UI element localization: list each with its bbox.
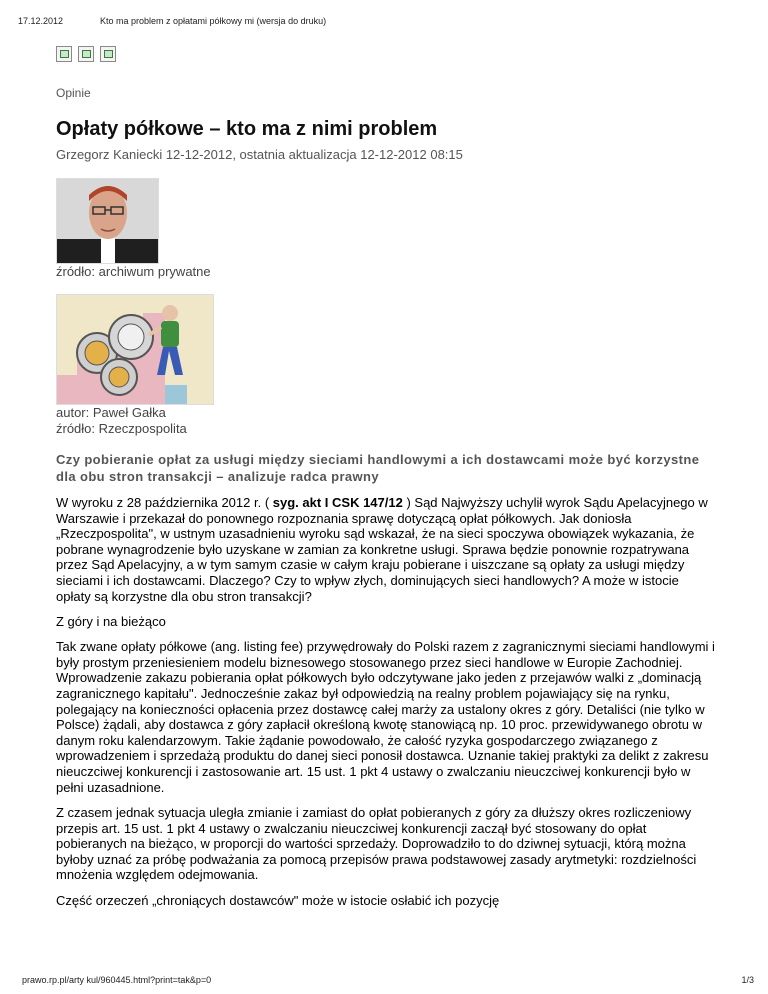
email-icon[interactable] xyxy=(78,46,94,62)
article xyxy=(56,46,716,908)
author-portrait-image xyxy=(57,179,158,263)
article-lead: Czy pobieranie opłat za usługi między sieciami handlowymi a ich dostawcami może być korzystne dla obu stron transakcji – analizuje radca prawny xyxy=(56,452,700,484)
page-url: prawo.rp.pl/arty kul/960445.html?print=tak&p=0 xyxy=(22,975,212,985)
subheading-2: Część orzeczeń „chroniących dostawców" może w istocie osłabić ich pozycję xyxy=(56,893,500,909)
photo2-source: źródło: Rzeczpospolita xyxy=(56,421,187,436)
print-icon[interactable] xyxy=(56,46,72,62)
photo2-author: autor: Paweł Gałka xyxy=(56,405,166,420)
save-icon[interactable] xyxy=(100,46,116,62)
paragraph-1-start: W wyroku z 28 października 2012 r. ( xyxy=(56,495,273,510)
author-photo xyxy=(56,178,159,264)
paragraph-1-rest: ) Sąd Najwyższy uchylił wyrok Sądu Apelacyjnego w Warszawie i przekazał do ponownego rozpoznania sprawę dotyczącą opłat półkowych. Jak doniosła „Rzeczpospolita", w ustnym uzasadnieniu wyroku sąd wskazał, że na sieci spoczywa obowiązek wykazania, że pobrane wynagrodzenie było uzyskane w zamian za konkretne usługi. Sprawa będzie ponownie rozpatrywana przez Sąd Apelacyjny, a w tym samym czasie w całym kraju pobierane i uiszczane są opłaty za usługi między sieciami i ich dostawcami. Dlaczego? Czy to wpływ złych, dominujących sieci handlowych? A może w istocie opłaty są korzystne dla obu stron transakcji? xyxy=(56,495,708,604)
coins-illustration-image xyxy=(57,295,213,404)
case-reference: syg. akt I CSK 147/12 xyxy=(272,495,403,510)
print-document-title: Kto ma problem z opłatami półkowy mi (wersja do druku) xyxy=(100,16,327,26)
article-title: Opłaty półkowe – kto ma z nimi problem xyxy=(56,118,438,140)
paragraph-3: Z czasem jednak sytuacja uległa zmianie i zamiast do opłat pobieranych z góry za dłuższy okres rozliczeniowy przepis art. 15 ust. 1 pkt 4 ustawy o zwalczaniu nieuczciwej konkurencji zaczął być stosowany do opłat pobieranych na bieżąco, w proporcji do wartości sprzedaży. Doprowadziło to do dziwnej sytuacji, którą można byłoby uznać za próbę podważania za pomocą przepisów prawa podstawowej zasady arytmetyki: rozdzielności mnożenia względem odejmowania. xyxy=(56,805,697,883)
print-date: 17.12.2012 xyxy=(18,16,64,26)
illustration xyxy=(56,294,214,405)
section-label: Opinie xyxy=(56,86,91,100)
paragraph-2: Tak zwane opłaty półkowe (ang. listing fee) przywędrowały do Polski razem z zagranicznymi sieciami handlowymi i były prostym przeniesieniem modelu biznesowego stosowanego przez sieci handlowe w Europie Zachodniej. Wprowadzenie zakazu pobierania opłat półkowych było odczytywane jako jeden z przejawów walki z „dominacją zagranicznego kapitału". Jednocześnie zakaz był odpowiedzią na realny problem pojawiający się na rynku, polegający na konieczności opłacenia przez dostawcę całej marży za ustalony okres z góry. Detaliści (nie tylko w Polsce) żądali, aby dostawca z góry zapłacił określoną kwotę stanowiącą np. 10 proc. przewidywanego obrotu w danym roku kalendarzowym. Takie żądanie powodowało, że całość ryzyka gospodarczego związanego z wprowadzeniem i sprzedażą produktu do danej sieci ponosił dostawca. Uznanie takiej praktyki za delikt z zakresu nieuczciwej konkurencji i zastosowanie art. 15 ust. 1 pkt 4 ustawy o zwalczaniu nieuczciwej konkurencji było w pełni uzasadnione. xyxy=(56,639,715,795)
photo1-caption: źródło: archiwum prywatne xyxy=(56,264,211,279)
byline: Grzegorz Kaniecki 12-12-2012, ostatnia aktualizacja 12-12-2012 08:15 xyxy=(56,147,463,162)
page-number: 1/3 xyxy=(741,975,754,985)
paragraph-1 xyxy=(56,495,716,604)
toolbar-icons xyxy=(56,46,716,62)
subheading-1: Z góry i na bieżąco xyxy=(56,614,166,630)
